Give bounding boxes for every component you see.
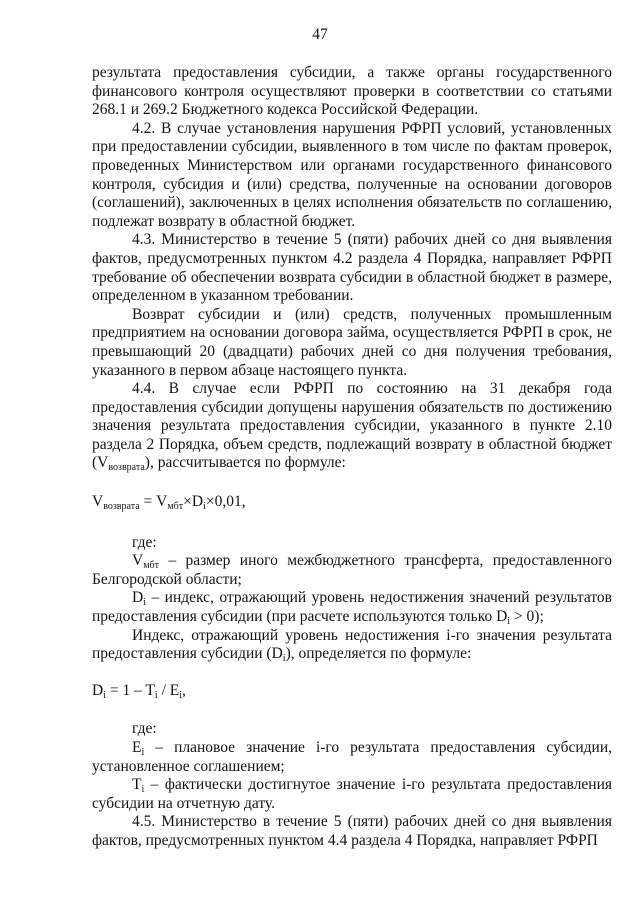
paragraph-1: результата предоставления субсидии, а также органы государственного финансового контроля осуществляют проверки в соответствии со статьями 268.1 и 269.2 Бюджетного кодекса Российской Федерации. <box>92 64 612 119</box>
paragraph-4-4: 4.4. В случае если РФРП по состоянию на 31 декабря года предоставления субсидии допущены нарушения обязательств по достижению значения результата предоставления субсидии, указанного в пункте 2.10 раздела 2 Порядка, объем средств, подлежащий возврату в областной бюджет $(V_{возврата})$, рассчитывается по формуле: <box>92 380 612 474</box>
def-t-i: $T_i$ – фактически достигнутое значение i-го результата предоставления субсидии на отчетную дату. <box>92 776 612 812</box>
formula-return-volume: $V_{возврата} = V_{мбт}\times D_i\times 0,01$, <box>92 493 246 513</box>
paragraph-4-2: 4.2. В случае установления нарушения РФРП условий, установленных при предоставлении субсидии, выявленного в том числе по фактам проверок, проведенных Министерством или органами государственного финансового контроля, субсидия и (или) средства, полученные на основании договоров (соглашений), заключенных в целях исполнения обязательств по соглашению, подлежат возврату в областной бюджет. <box>92 119 612 230</box>
def-v-mbt: $V_{мбт}$ – размер иного межбюджетного трансферта, предоставленного Белгородской области; <box>92 552 612 588</box>
document-body <box>92 64 612 851</box>
where-label-2: где: <box>132 720 157 738</box>
formula-index: $D_i = 1 - T_i / E_i$, <box>92 681 186 701</box>
paragraph-return: Возврат субсидии и (или) средств, полученных промышленным предприятием на основании договора займа, осуществляется РФРП в срок, не превышающий 20 (двадцати) рабочих дней со дня получения требования, указанного в первом абзаце настоящего пункта. <box>92 305 612 379</box>
def-index: Индекс, отражающий уровень недостижения i-го значения результата предоставления субсидии $(D_i)$, определяется по формуле: <box>92 626 612 665</box>
def-e-i: $E_i$ – плановое значение i-го результата предоставления субсидии, установленное соглашением; <box>92 739 612 775</box>
where-label-1: где: <box>132 533 157 551</box>
paragraph-4-5: 4.5. Министерство в течение 5 (пяти) рабочих дней со дня выявления фактов, предусмотренных пунктом 4.4 раздела 4 Порядка, направляет РФРП <box>92 813 612 849</box>
paragraph-4-3: 4.3. Министерство в течение 5 (пяти) рабочих дней со дня выявления фактов, предусмотренных пунктом 4.2 раздела 4 Порядка, направляет РФРП требование об обеспечении возврата субсидии в областной бюджет в размере, определенном в указанном требовании. <box>92 231 612 305</box>
def-d-i: $D_i$ – индекс, отражающий уровень недостижения значений результатов предоставления субсидии (при расчете используются только $D_i > 0$); <box>92 589 612 628</box>
page-number: 47 <box>312 26 328 43</box>
